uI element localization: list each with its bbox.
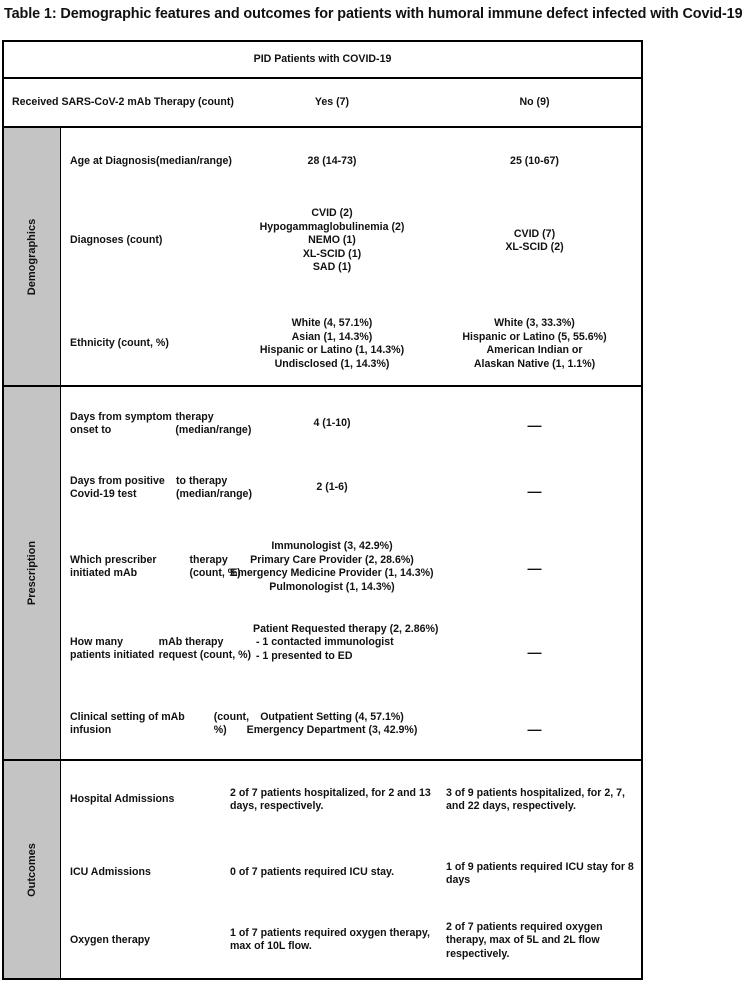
row-label: Which prescriber initiated mAb therapy (count, %) bbox=[70, 553, 241, 579]
hospital-yes: 2 of 7 patients hospitalized, for 2 and 13 days, respectively. bbox=[230, 786, 431, 812]
days-onset-no: — bbox=[527, 417, 542, 434]
divider bbox=[4, 126, 641, 128]
icu-no: 1 of 9 patients required ICU stay for 8 days bbox=[446, 860, 634, 886]
divider bbox=[4, 759, 641, 761]
section-outcomes bbox=[4, 761, 60, 978]
section-label: Prescription bbox=[26, 540, 38, 606]
diagnoses-yes: CVID (2) Hypogammaglobulinemia (2) NEMO (1) XL-SCID (1) SAD (1) bbox=[259, 207, 405, 274]
row-label: Hospital Admissions bbox=[70, 793, 175, 806]
days-test-yes: 2 (1-6) bbox=[316, 481, 348, 494]
request-yes: Patient Requested therapy (2, 2.86%) - 1 contacted immunologist - 1 presented to ED bbox=[253, 622, 439, 662]
age-no: 25 (10-67) bbox=[510, 155, 559, 168]
divider bbox=[60, 128, 61, 978]
divider bbox=[4, 385, 641, 387]
row-label: Clinical setting of mAb infusion (count, %) bbox=[70, 710, 250, 736]
age-yes: 28 (14-73) bbox=[307, 155, 357, 168]
setting-no: — bbox=[527, 721, 542, 738]
no-column-header: No (9) bbox=[519, 95, 550, 108]
hospital-no: 3 of 9 patients hospitalized, for 2, 7, and 22 days, respectively. bbox=[446, 786, 625, 812]
group-header: PID Patients with COVID-19 bbox=[253, 52, 392, 65]
table-title: Table 1: Demographic features and outcomes for patients with humoral immune defect infected with Covid-19 bbox=[4, 6, 742, 22]
row-label: ICU Admissions bbox=[70, 866, 151, 879]
days-test-no: — bbox=[527, 483, 542, 500]
row-label: Age at Diagnosis (median/range) bbox=[70, 155, 232, 168]
prescriber-no: — bbox=[527, 560, 542, 577]
section-label: Demographics bbox=[26, 218, 39, 295]
row-label: Oxygen therapy bbox=[70, 934, 151, 947]
section-demographics bbox=[4, 128, 60, 385]
row-label: Days from symptom onset to therapy (median/range) bbox=[70, 410, 252, 436]
ethnicity-no: White (3, 33.3%) Hispanic or Latino (5, 55.6%) American Indian or Alaskan Native (1, 1.1%) bbox=[462, 317, 607, 370]
demographics-table bbox=[2, 40, 643, 980]
row-label: Ethnicity (count, %) bbox=[70, 337, 169, 350]
section-label: Outcomes bbox=[25, 842, 38, 897]
yes-column-header: Yes (7) bbox=[314, 95, 350, 108]
row-label: Diagnoses (count) bbox=[70, 234, 163, 247]
oxygen-no: 2 of 7 patients required oxygen therapy, max of 5L and 2L flow respectively. bbox=[446, 920, 603, 960]
days-onset-yes: 4 (1-10) bbox=[313, 417, 351, 430]
setting-yes: Outpatient Setting (4, 57.1%) Emergency Department (3, 42.9%) bbox=[246, 710, 418, 736]
diagnoses-no: CVID (7) XL-SCID (2) bbox=[505, 227, 564, 253]
icu-yes: 0 of 7 patients required ICU stay. bbox=[230, 866, 395, 879]
row-label: How many patients initiated mAb therapy request (count, %) bbox=[70, 635, 252, 661]
request-no: — bbox=[527, 644, 542, 661]
mab-row-label: Received SARS-CoV-2 mAb Therapy (count) bbox=[12, 95, 234, 108]
prescriber-yes: Immunologist (3, 42.9%) Primary Care Provider (2, 28.6%) Emergency Medicine Provider (1, 14.3%) Pulmonologist (1, 14.3%) bbox=[230, 540, 434, 593]
ethnicity-yes: White (4, 57.1%) Asian (1, 14.3%) Hispanic or Latino (1, 14.3%) Undisclosed (1, 14.3%) bbox=[259, 317, 405, 370]
section-prescription bbox=[4, 387, 60, 759]
oxygen-yes: 1 of 7 patients required oxygen therapy, max of 10L flow. bbox=[230, 926, 430, 952]
row-label: Days from positive Covid-19 test to therapy (median/range) bbox=[70, 474, 252, 500]
